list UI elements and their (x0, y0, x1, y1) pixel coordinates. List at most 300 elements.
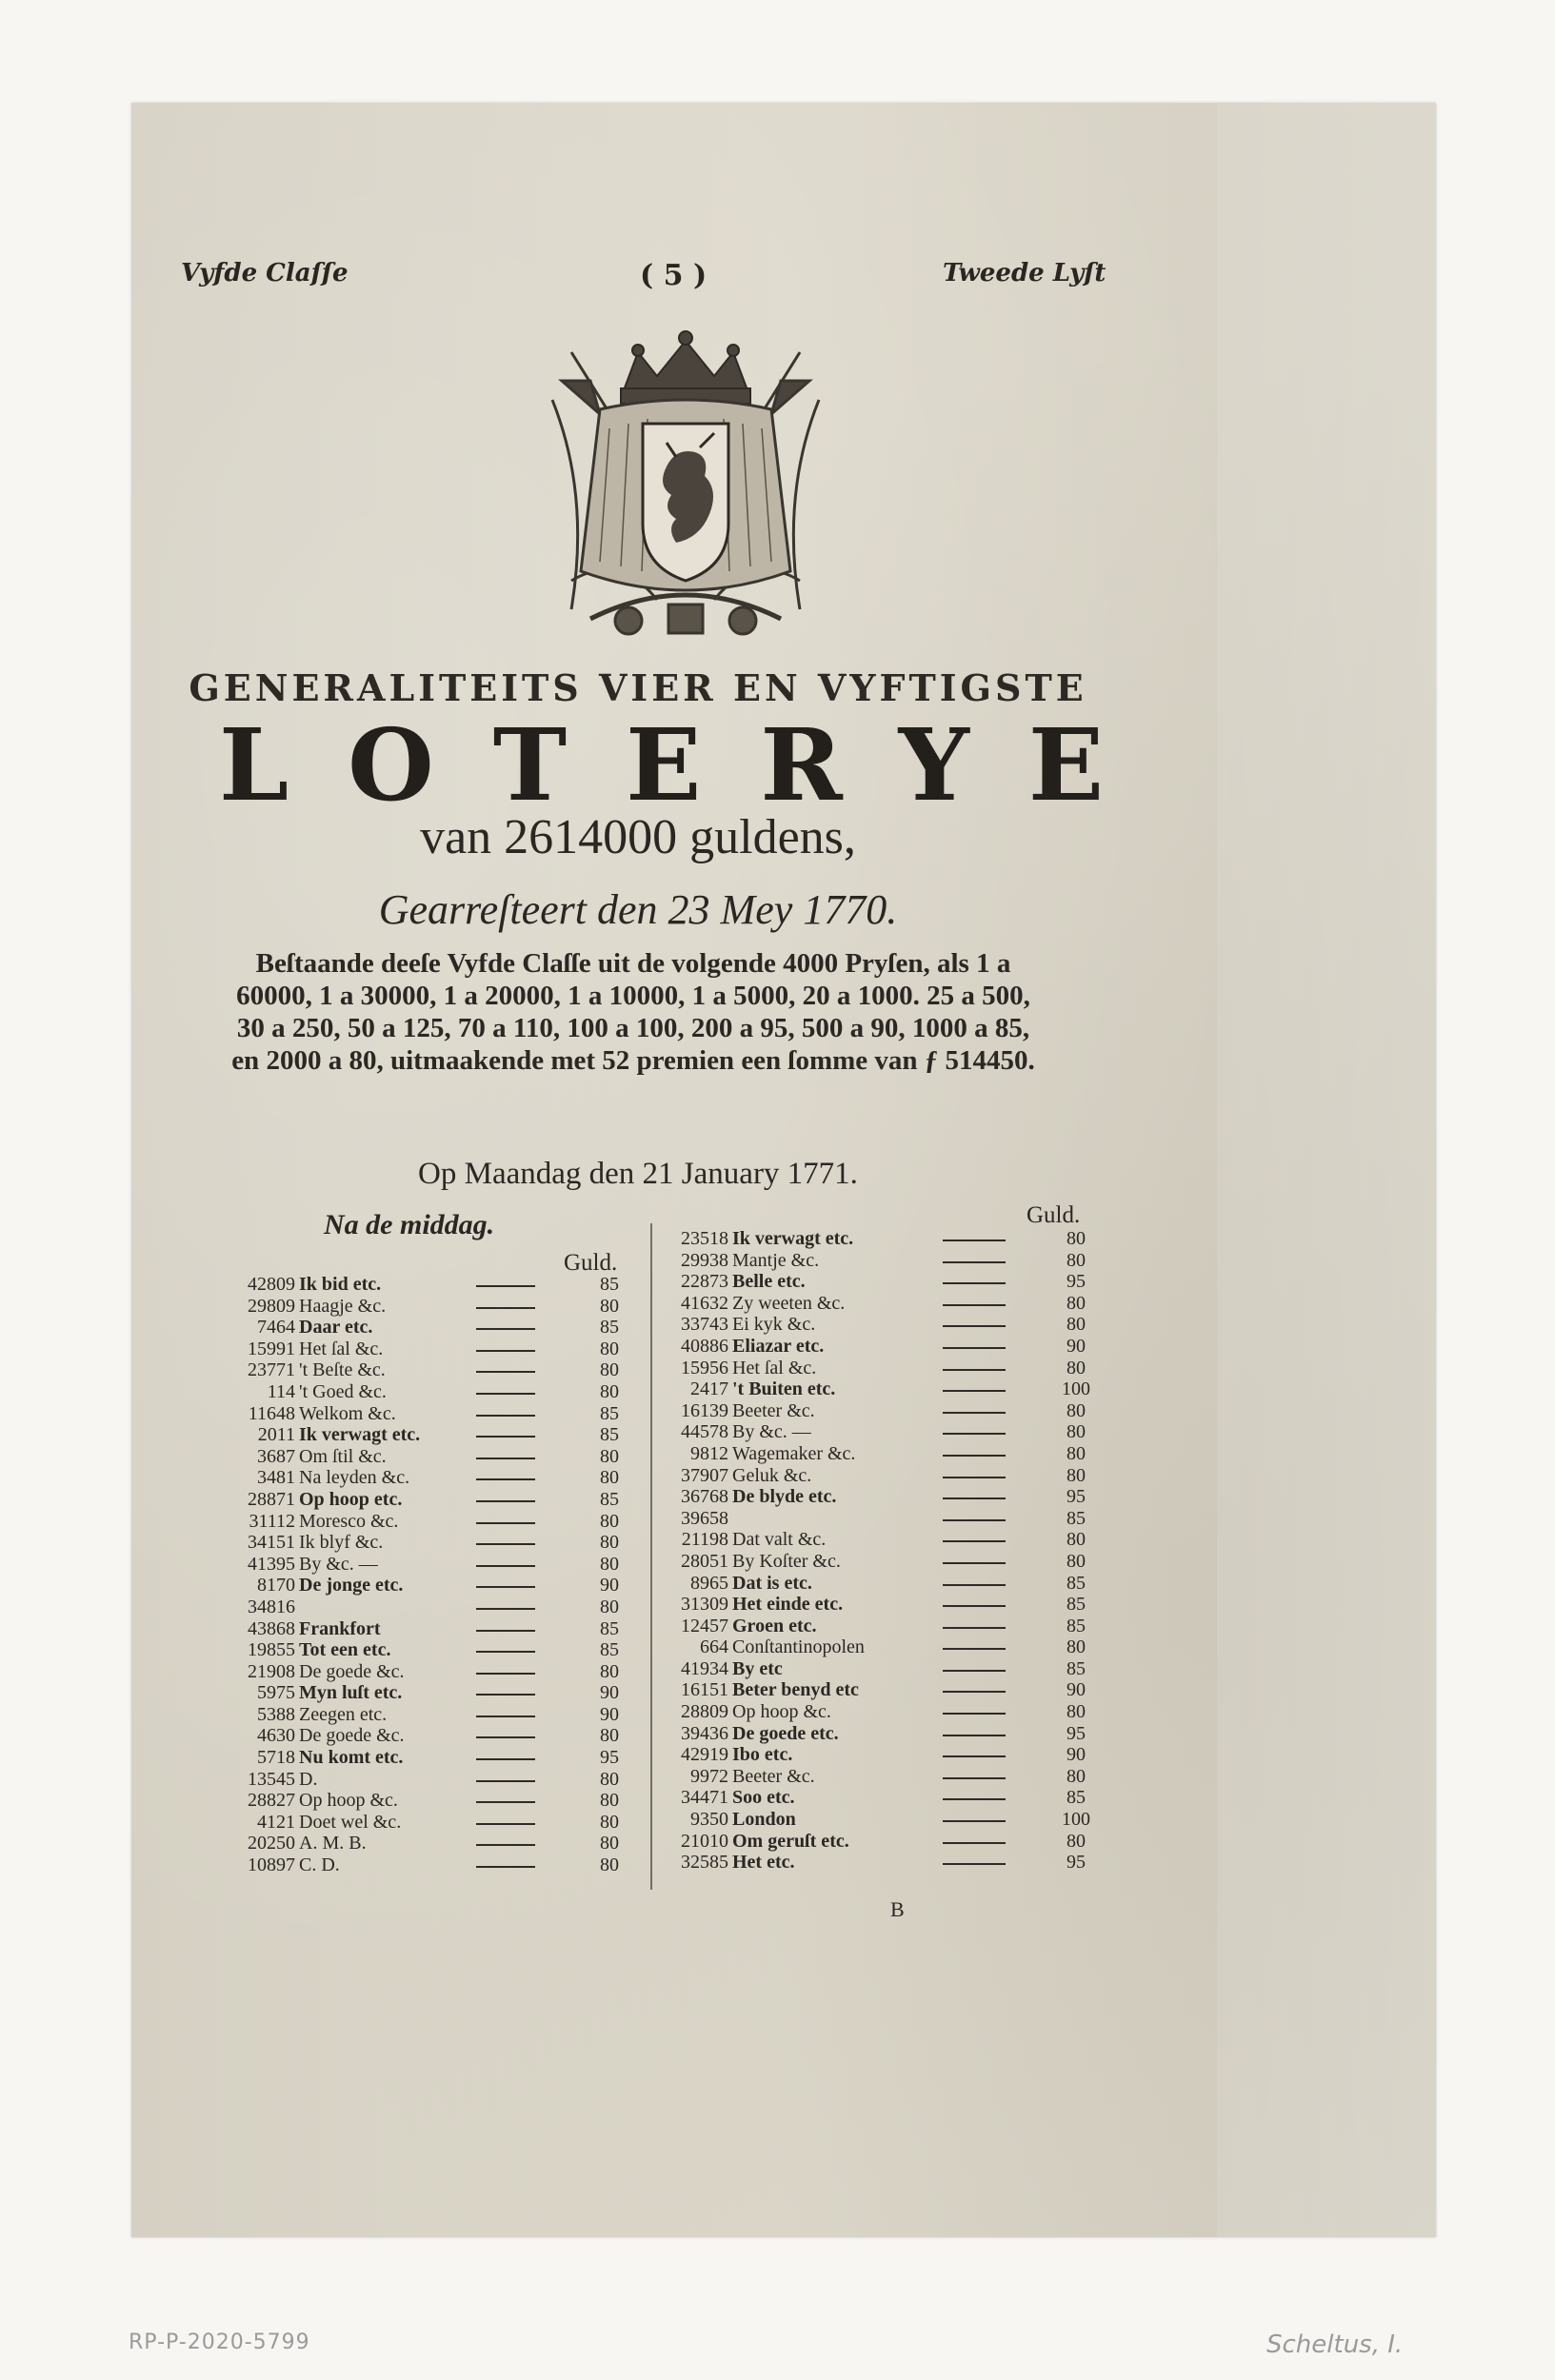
prize-value: 85 (600, 1317, 619, 1339)
ticket-number: 7464 (257, 1317, 295, 1339)
guld-header-right: Guld. (1027, 1202, 1081, 1228)
motto: Ik bid etc. (299, 1274, 382, 1295)
lottery-description: Beſtaande deeſe Vyfde Claſſe uit de volgende 4000 Pryſen, als 1 a 60000, 1 a 30000, 1 a 20000, 1 a 10000, 1 a 5000, 20 a 1000. 25 a 500, 30 a 250, 50 a 125, 70 a 110, 100 a 100, 200 a 95, 500 a 90, 1000 a 85, en 2000 a 80, uitmaakende met 52 premien een ſomme van ƒ 514450. (231, 948, 1035, 1076)
ticket-number: 39436 (681, 1722, 728, 1744)
motto: Het einde etc. (732, 1594, 844, 1616)
prize-value: 90 (1067, 1679, 1086, 1701)
ticket-number: 16139 (681, 1399, 728, 1421)
list-item (652, 1658, 1109, 1680)
list-item (200, 1618, 628, 1640)
leader-line (943, 1842, 1006, 1844)
list-item (200, 1725, 628, 1747)
list-item (200, 1704, 628, 1726)
prize-value: 80 (1067, 1442, 1086, 1464)
prize-value: 85 (600, 1488, 619, 1510)
prize-value: 80 (600, 1445, 619, 1467)
prize-value: 80 (600, 1811, 619, 1833)
prize-value: 80 (1067, 1765, 1086, 1787)
list-item (652, 1809, 1109, 1831)
leader-line (943, 1282, 1006, 1284)
ticket-number: 42919 (681, 1744, 728, 1766)
ticket-number: 34471 (681, 1787, 728, 1809)
ticket-number: 9350 (690, 1809, 728, 1831)
leader-line (476, 1844, 535, 1846)
leader-line (476, 1328, 535, 1330)
prize-value: 100 (1062, 1378, 1090, 1400)
leader-line (476, 1673, 535, 1675)
ticket-number: 4121 (257, 1811, 295, 1833)
prize-value: 80 (600, 1467, 619, 1489)
afternoon-heading: Na de middag. (324, 1209, 495, 1240)
list-item (200, 1446, 628, 1468)
list-item (652, 1744, 1109, 1766)
ticket-number: 19855 (248, 1639, 295, 1661)
leader-line (943, 1605, 1006, 1607)
ticket-number: 28871 (248, 1488, 295, 1510)
leader-line (943, 1863, 1006, 1865)
ticket-number: 29938 (681, 1249, 728, 1271)
list-item (200, 1639, 628, 1661)
list-item (200, 1790, 628, 1812)
prize-value: 80 (1067, 1314, 1086, 1336)
motto: By Koſter &c. (732, 1550, 841, 1572)
ticket-number: 31309 (681, 1594, 728, 1616)
list-item (652, 1852, 1109, 1874)
motto: Mantje &c. (732, 1249, 820, 1271)
prize-value: 90 (1067, 1335, 1086, 1357)
motto: Op hoop &c. (299, 1790, 398, 1812)
ticket-number: 29809 (248, 1295, 295, 1317)
list-item (652, 1336, 1109, 1358)
leader-line (476, 1866, 535, 1868)
motto: London (732, 1809, 796, 1831)
leader-line (943, 1347, 1006, 1349)
ticket-number: 5718 (257, 1747, 295, 1769)
motto: Om geruſt etc. (732, 1830, 849, 1852)
prize-value: 85 (1067, 1787, 1086, 1809)
leader-line (476, 1801, 535, 1803)
list-item (652, 1573, 1109, 1595)
prize-value: 80 (1067, 1550, 1086, 1572)
leader-line (943, 1455, 1006, 1457)
prize-value: 85 (600, 1402, 619, 1424)
leader-line (476, 1543, 535, 1545)
leader-line (476, 1608, 535, 1610)
list-item (200, 1597, 628, 1618)
motto: 't Beſte &c. (299, 1359, 386, 1381)
leader-line (476, 1586, 535, 1588)
ticket-number: 114 (267, 1380, 295, 1402)
ticket-number: 10897 (248, 1854, 295, 1876)
leader-line (476, 1565, 535, 1567)
list-item (200, 1747, 628, 1769)
list-item (652, 1636, 1109, 1658)
prize-value: 80 (1067, 1228, 1086, 1249)
prize-value: 80 (600, 1790, 619, 1812)
prize-value: 80 (1067, 1529, 1086, 1551)
prize-value: 80 (1067, 1421, 1086, 1443)
prize-value: 90 (1067, 1744, 1086, 1766)
leader-line (943, 1412, 1006, 1414)
motto: Geluk &c. (732, 1464, 812, 1486)
prize-value: 80 (600, 1359, 619, 1381)
leader-line (943, 1584, 1006, 1586)
ticket-number: 5975 (257, 1682, 295, 1704)
motto: Wagemaker &c. (732, 1442, 856, 1464)
prize-value: 85 (600, 1424, 619, 1446)
leader-line (943, 1691, 1006, 1693)
ticket-number: 22873 (681, 1271, 728, 1293)
paper-margin (1217, 103, 1436, 2237)
ticket-number: 2417 (690, 1378, 728, 1400)
signature-mark: B (890, 1897, 905, 1921)
prize-value: 85 (1067, 1615, 1086, 1636)
object-number: RP-P-2020-5799 (129, 2330, 310, 2354)
ticket-number: 21010 (681, 1830, 728, 1852)
prize-value: 100 (1062, 1809, 1090, 1831)
prize-value: 80 (1067, 1357, 1086, 1378)
prize-value: 95 (1067, 1852, 1086, 1874)
leader-line (476, 1780, 535, 1782)
motto: 't Buiten etc. (732, 1378, 836, 1400)
list-item (200, 1424, 628, 1446)
prize-value: 85 (1067, 1657, 1086, 1679)
list-item (652, 1616, 1109, 1637)
list-item (652, 1679, 1109, 1701)
leader-line (943, 1477, 1006, 1478)
ticket-number: 43868 (248, 1617, 295, 1639)
list-item (200, 1296, 628, 1318)
prize-value: 80 (600, 1380, 619, 1402)
ticket-number: 12457 (681, 1615, 728, 1636)
motto: A. M. B. (299, 1833, 367, 1854)
list-item (200, 1359, 628, 1381)
motto: Soo etc. (732, 1787, 795, 1809)
prize-value: 85 (1067, 1507, 1086, 1529)
prize-value: 90 (600, 1682, 619, 1704)
motto: Beeter &c. (732, 1399, 815, 1421)
ticket-number: 3687 (257, 1445, 295, 1467)
leader-line (476, 1500, 535, 1502)
motto: Ei kyk &c. (732, 1314, 816, 1336)
ticket-number: 16151 (681, 1679, 728, 1701)
list-item (652, 1594, 1109, 1616)
prize-value: 90 (600, 1703, 619, 1725)
ticket-number: 37907 (681, 1464, 728, 1486)
ticket-number: 41395 (248, 1553, 295, 1575)
prize-value: 80 (1067, 1249, 1086, 1271)
motto: Ik verwagt etc. (732, 1228, 854, 1249)
list-item (200, 1575, 628, 1597)
list-item (200, 1274, 628, 1296)
motto: Belle etc. (732, 1271, 806, 1293)
list-item (652, 1271, 1109, 1293)
leader-line (943, 1820, 1006, 1822)
list-item (652, 1831, 1109, 1853)
prize-value: 95 (1067, 1722, 1086, 1744)
ticket-number: 11648 (248, 1402, 295, 1424)
prize-value: 80 (600, 1338, 619, 1359)
ticket-number: 28827 (248, 1790, 295, 1812)
list-item (200, 1554, 628, 1576)
lottery-amount: van 2614000 guldens, (420, 810, 856, 864)
leader-line (476, 1630, 535, 1632)
prize-list-left (200, 1274, 628, 1876)
ticket-number: 3481 (257, 1467, 295, 1489)
list-item (652, 1723, 1109, 1745)
leader-line (476, 1393, 535, 1395)
list-item (652, 1250, 1109, 1272)
prize-value: 80 (600, 1510, 619, 1532)
list-item (200, 1682, 628, 1704)
ticket-number: 21198 (681, 1529, 728, 1551)
ticket-number: 23518 (681, 1228, 728, 1249)
list-item (200, 1661, 628, 1683)
prize-value: 80 (1067, 1701, 1086, 1723)
list-item (200, 1489, 628, 1511)
leader-line (476, 1716, 535, 1717)
list-item (652, 1358, 1109, 1379)
leader-line (476, 1307, 535, 1309)
motto: Om ſtil &c. (299, 1445, 387, 1467)
motto: Conſtantinopolen (732, 1636, 865, 1658)
ticket-number: 42809 (248, 1274, 295, 1295)
motto: Moresco &c. (299, 1510, 399, 1532)
list-item (200, 1467, 628, 1489)
prize-value: 80 (600, 1854, 619, 1876)
motto: 't Goed &c. (299, 1380, 387, 1402)
ticket-number: 34816 (248, 1596, 295, 1617)
ticket-number: 2011 (257, 1424, 295, 1446)
leader-line (943, 1777, 1006, 1779)
prize-value: 80 (600, 1295, 619, 1317)
motto: Doet wel &c. (299, 1811, 402, 1833)
ticket-number: 33743 (681, 1314, 728, 1336)
ticket-number: 41934 (681, 1657, 728, 1679)
leader-line (943, 1627, 1006, 1629)
leader-line (476, 1736, 535, 1738)
leader-line (476, 1458, 535, 1459)
list-item (200, 1812, 628, 1834)
prize-value: 95 (1067, 1271, 1086, 1293)
prize-value: 80 (1067, 1292, 1086, 1314)
motto: Ik blyf &c. (299, 1532, 384, 1554)
leader-line (943, 1304, 1006, 1306)
list-item (652, 1228, 1109, 1250)
leader-line (476, 1522, 535, 1524)
prize-value: 80 (1067, 1399, 1086, 1421)
list-item (652, 1701, 1109, 1723)
coat-of-arms-icon (533, 324, 838, 643)
prize-list-right (652, 1228, 1109, 1874)
motto: Tot een etc. (299, 1639, 391, 1661)
leader-line (943, 1735, 1006, 1736)
prize-value: 80 (1067, 1464, 1086, 1486)
list-item (652, 1787, 1109, 1809)
lottery-date: Gearreſteert den 23 Mey 1770. (378, 886, 898, 933)
motto: De goede &c. (299, 1660, 405, 1682)
leader-line (476, 1285, 535, 1287)
list-item (200, 1339, 628, 1360)
list-item (200, 1317, 628, 1339)
motto: De blyde etc. (732, 1486, 837, 1508)
list-item (652, 1293, 1109, 1315)
list-item (652, 1529, 1109, 1551)
list-item (652, 1400, 1109, 1422)
leader-line (943, 1325, 1006, 1327)
motto: Op hoop etc. (299, 1488, 403, 1510)
list-item (200, 1511, 628, 1533)
ticket-number: 41632 (681, 1292, 728, 1314)
prize-value: 85 (1067, 1594, 1086, 1616)
ticket-number: 31112 (249, 1510, 295, 1532)
page-number: ( 5 ) (640, 259, 708, 292)
ticket-number: 21908 (248, 1660, 295, 1682)
ticket-number: 9972 (690, 1765, 728, 1787)
ticket-number: 8965 (690, 1572, 728, 1594)
lottery-subtitle: GENERALITEITS VIER EN VYFTIGSTE (189, 666, 1087, 709)
motto: Welkom &c. (299, 1402, 396, 1424)
motto: Na leyden &c. (299, 1467, 410, 1489)
motto: Beter benyd etc (732, 1679, 859, 1701)
leader-line (943, 1390, 1006, 1392)
leader-line (476, 1694, 535, 1696)
leader-line (476, 1478, 535, 1480)
leader-line (943, 1369, 1006, 1371)
prize-value: 80 (600, 1553, 619, 1575)
lottery-title: LOTERYE (219, 706, 1164, 823)
motto: De goede &c. (299, 1725, 405, 1747)
motto: Frankfort (299, 1617, 381, 1639)
list-item (200, 1833, 628, 1854)
leader-line (476, 1436, 535, 1438)
prize-value: 85 (600, 1617, 619, 1639)
leader-line (476, 1823, 535, 1825)
ticket-number: 36768 (681, 1486, 728, 1508)
prize-value: 80 (600, 1532, 619, 1554)
ticket-number: 40886 (681, 1335, 728, 1357)
leader-line (943, 1240, 1006, 1241)
prize-value: 80 (1067, 1830, 1086, 1852)
prize-value: 80 (600, 1596, 619, 1617)
header-class: Vyfde Claſſe (181, 259, 349, 288)
leader-line (943, 1261, 1006, 1263)
list-item (200, 1381, 628, 1403)
prize-value: 85 (600, 1274, 619, 1295)
motto: Zeegen etc. (299, 1703, 388, 1725)
prize-value: 90 (600, 1575, 619, 1597)
motto: D. (299, 1768, 318, 1790)
motto: Het ſal &c. (299, 1338, 384, 1359)
attribution: Scheltus, I. (1266, 2330, 1404, 2359)
prize-value: 80 (600, 1660, 619, 1682)
motto: By &c. — (299, 1553, 378, 1575)
ticket-number: 34151 (248, 1532, 295, 1554)
ticket-number: 20250 (248, 1833, 295, 1854)
prize-value: 85 (1067, 1572, 1086, 1594)
leader-line (943, 1798, 1006, 1800)
list-item (652, 1551, 1109, 1573)
leader-line (476, 1371, 535, 1373)
leader-line (476, 1758, 535, 1760)
motto: Het etc. (732, 1852, 795, 1874)
list-item (200, 1769, 628, 1791)
motto: Zy weeten &c. (732, 1292, 846, 1314)
leader-line (476, 1651, 535, 1653)
motto: Beeter &c. (732, 1765, 815, 1787)
motto: De jonge etc. (299, 1575, 404, 1597)
ticket-number: 8170 (257, 1575, 295, 1597)
motto: Daar etc. (299, 1317, 373, 1339)
ticket-number: 9812 (690, 1442, 728, 1464)
list-item (652, 1766, 1109, 1788)
motto: By &c. — (732, 1421, 811, 1443)
prize-value: 80 (600, 1833, 619, 1854)
motto: By etc (732, 1657, 783, 1679)
motto: Het ſal &c. (732, 1357, 817, 1378)
ticket-number: 28051 (681, 1550, 728, 1572)
leader-line (943, 1713, 1006, 1715)
prize-value: 85 (600, 1639, 619, 1661)
list-item (200, 1532, 628, 1554)
prize-value: 95 (1067, 1486, 1086, 1508)
motto: De goede etc. (732, 1722, 839, 1744)
list-item (200, 1403, 628, 1425)
ticket-number: 15956 (681, 1357, 728, 1378)
list-item (652, 1378, 1109, 1400)
ticket-number: 28809 (681, 1701, 728, 1723)
leader-line (943, 1433, 1006, 1435)
leader-line (943, 1562, 1006, 1564)
prize-value: 80 (600, 1768, 619, 1790)
motto: Dat valt &c. (732, 1529, 827, 1551)
motto: Eliazar etc. (732, 1335, 825, 1357)
motto: Ibo etc. (732, 1744, 793, 1766)
ticket-number: 32585 (681, 1852, 728, 1874)
motto: C. D. (299, 1854, 340, 1876)
prize-value: 80 (600, 1725, 619, 1747)
prize-value: 80 (1067, 1636, 1086, 1658)
leader-line (943, 1670, 1006, 1672)
leader-line (943, 1755, 1006, 1757)
leader-line (943, 1519, 1006, 1521)
motto: Op hoop &c. (732, 1701, 831, 1723)
motto: Nu komt etc. (299, 1747, 404, 1769)
ticket-number: 23771 (248, 1359, 295, 1381)
ticket-number: 13545 (248, 1768, 295, 1790)
motto: Dat is etc. (732, 1572, 812, 1594)
leader-line (943, 1648, 1006, 1650)
ticket-number: 4630 (257, 1725, 295, 1747)
leader-line (476, 1415, 535, 1417)
ticket-number: 664 (700, 1636, 728, 1658)
list-item (652, 1486, 1109, 1508)
guld-header-left: Guld. (564, 1250, 618, 1276)
list-item (652, 1314, 1109, 1336)
ticket-number: 44578 (681, 1421, 728, 1443)
leader-line (476, 1350, 535, 1352)
motto: Haagje &c. (299, 1295, 387, 1317)
list-item (652, 1421, 1109, 1443)
motto: Groen etc. (732, 1615, 817, 1636)
prize-value: 95 (600, 1747, 619, 1769)
header-list: Tweede Lyſt (943, 259, 1106, 288)
leader-line (943, 1497, 1006, 1499)
motto: Myn luſt etc. (299, 1682, 403, 1704)
ticket-number: 39658 (681, 1507, 728, 1529)
ticket-number: 5388 (257, 1703, 295, 1725)
ticket-number: 15991 (248, 1338, 295, 1359)
